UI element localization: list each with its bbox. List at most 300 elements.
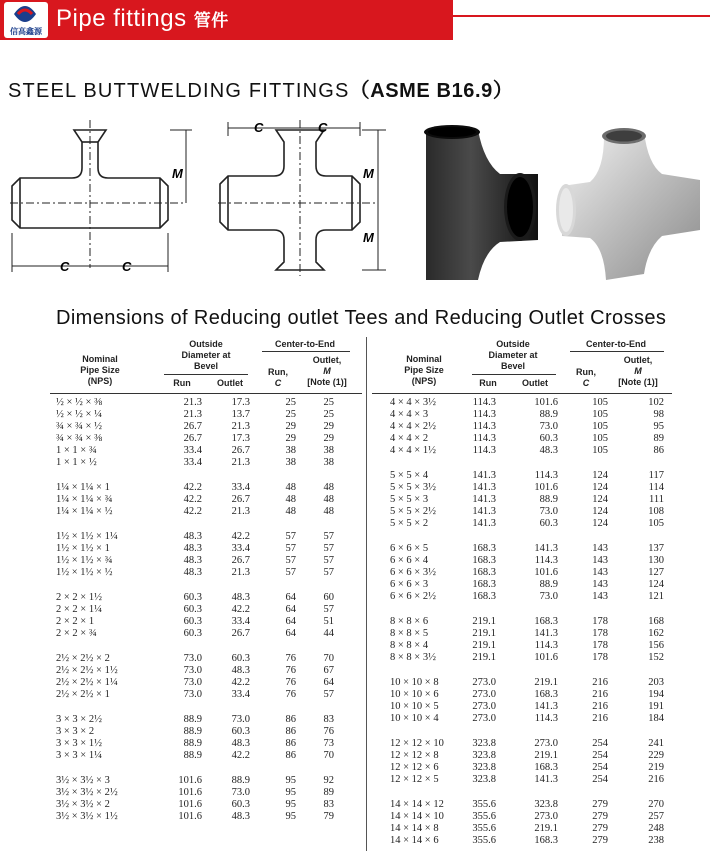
cell-od-run: 101.6 (178, 799, 202, 810)
page-title-en: Pipe fittings (56, 5, 187, 32)
cell-od-run: 60.3 (183, 604, 202, 615)
table-row (50, 457, 362, 469)
header-outlet-m-line2: M (323, 366, 331, 376)
cell-od-outlet: 73.0 (231, 787, 250, 798)
cell-od-outlet: 60.3 (231, 726, 250, 737)
cell-od-run: 355.6 (472, 835, 496, 846)
cell-od-outlet: 42.2 (231, 750, 250, 761)
cell-cte-outlet: 57 (323, 555, 334, 566)
cell-nps: 4 × 4 × 3½ (390, 397, 436, 408)
cell-od-run: 26.7 (183, 421, 202, 432)
table-row (372, 835, 672, 847)
header-nps-r (376, 354, 472, 387)
cell-cte-outlet: 152 (648, 652, 664, 663)
cell-cte-run: 143 (592, 555, 608, 566)
cell-od-outlet: 141.3 (534, 774, 558, 785)
cell-cte-outlet: 73 (323, 738, 334, 749)
cell-cte-run: 143 (592, 579, 608, 590)
cell-od-run: 219.1 (472, 616, 496, 627)
cell-od-run: 141.3 (472, 506, 496, 517)
table-divider (366, 337, 367, 851)
cell-cte-run: 105 (592, 433, 608, 444)
cell-od-run: 60.3 (183, 628, 202, 639)
table-row (50, 506, 362, 518)
cell-cte-run: 216 (592, 701, 608, 712)
cell-od-run: 73.0 (183, 653, 202, 664)
cell-cte-outlet: 83 (323, 799, 334, 810)
cell-cte-outlet: 57 (323, 689, 334, 700)
header-nps-line3: (NPS) (87, 376, 113, 386)
cell-cte-outlet: 137 (648, 543, 664, 554)
cell-od-run: 141.3 (472, 470, 496, 481)
tee-label-m: M (172, 166, 183, 181)
cell-cte-run: 279 (592, 835, 608, 846)
cell-od-run: 323.8 (472, 750, 496, 761)
table-title: Dimensions of Reducing outlet Tees and Reducing Outlet Crosses (56, 307, 667, 329)
cell-od-outlet: 273.0 (534, 811, 558, 822)
cell-cte-run: 86 (285, 726, 296, 737)
cell-nps: 3½ × 3½ × 1½ (56, 811, 118, 822)
table-row (372, 482, 672, 494)
cell-od-outlet: 141.3 (534, 543, 558, 554)
cell-nps: 5 × 5 × 4 (390, 470, 429, 481)
cell-cte-outlet: 114 (648, 482, 664, 493)
header-run-r: Run (479, 378, 497, 388)
cell-od-run: 33.4 (183, 457, 202, 468)
cell-cte-run: 57 (285, 555, 296, 566)
cell-od-run: 168.3 (472, 555, 496, 566)
cell-cte-run: 25 (285, 409, 296, 420)
cell-od-outlet: 114.3 (534, 555, 558, 566)
cell-cte-run: 95 (285, 799, 296, 810)
header-cte: Center-to-End (275, 339, 335, 349)
header-nps-line2: Pipe Size (80, 365, 120, 375)
cell-cte-run: 143 (592, 567, 608, 578)
cell-od-outlet: 168.3 (534, 616, 558, 627)
cell-cte-run: 48 (285, 506, 296, 517)
table-row (372, 799, 672, 811)
cell-nps: 2 × 2 × 1¼ (56, 604, 102, 615)
cell-cte-run: 105 (592, 397, 608, 408)
table-row (372, 762, 672, 774)
header-outlet-m (300, 355, 354, 388)
header-nps-r-line2: Pipe Size (404, 365, 444, 375)
cell-nps: 12 × 12 × 6 (390, 762, 439, 773)
table-row (50, 604, 362, 616)
cell-cte-run: 38 (285, 457, 296, 468)
cell-od-outlet: 73.0 (231, 714, 250, 725)
cell-cte-run: 38 (285, 445, 296, 456)
table-row (372, 652, 672, 664)
cell-od-run: 273.0 (472, 689, 496, 700)
table-row (50, 628, 362, 640)
cell-cte-outlet: 92 (323, 775, 334, 786)
header-od-line2: Diameter at (181, 350, 231, 360)
cell-cte-run: 254 (592, 762, 608, 773)
cell-cte-outlet: 76 (323, 726, 334, 737)
cell-od-outlet: 48.3 (231, 592, 250, 603)
table-row (50, 799, 362, 811)
cell-cte-run: 57 (285, 543, 296, 554)
cell-nps: 2 × 2 × ¾ (56, 628, 97, 639)
cell-nps: 1½ × 1½ × ¾ (56, 555, 113, 566)
header-nps (54, 354, 146, 387)
cell-od-outlet: 60.3 (539, 433, 558, 444)
table-row (372, 555, 672, 567)
cross-label-m1: M (363, 166, 374, 181)
table-row (50, 665, 362, 677)
table-row (372, 433, 672, 445)
cell-od-run: 60.3 (183, 592, 202, 603)
cell-od-outlet: 60.3 (231, 653, 250, 664)
cell-od-outlet: 141.3 (534, 628, 558, 639)
cell-cte-outlet: 111 (649, 494, 664, 505)
cell-nps: 10 × 10 × 8 (390, 677, 439, 688)
cell-nps: 8 × 8 × 5 (390, 628, 429, 639)
cell-od-run: 219.1 (472, 652, 496, 663)
table-row (50, 787, 362, 799)
table-row (372, 640, 672, 652)
table-row (50, 421, 362, 433)
tee-label-c1: C (60, 259, 70, 274)
header-od (162, 339, 250, 372)
cell-cte-outlet: 25 (323, 397, 334, 408)
cell-nps: 2½ × 2½ × 1½ (56, 665, 118, 676)
cell-nps: 12 × 12 × 8 (390, 750, 439, 761)
cell-cte-run: 279 (592, 823, 608, 834)
header-od-line1: Outside (189, 339, 223, 349)
header-od-r-line2: Diameter at (488, 350, 538, 360)
cell-od-outlet: 60.3 (539, 518, 558, 529)
cell-cte-outlet: 57 (323, 531, 334, 542)
cross-label-c1: C (254, 120, 264, 135)
cell-nps: 14 × 14 × 12 (390, 799, 444, 810)
cell-nps: 6 × 6 × 3 (390, 579, 429, 590)
cell-od-outlet: 42.2 (231, 604, 250, 615)
cell-cte-run: 29 (285, 433, 296, 444)
cell-cte-run: 216 (592, 677, 608, 688)
table-row (372, 567, 672, 579)
header-od-r (468, 339, 558, 372)
cell-od-run: 114.3 (472, 421, 496, 432)
cell-od-outlet: 48.3 (231, 811, 250, 822)
cell-od-run: 168.3 (472, 567, 496, 578)
cell-nps: 1½ × 1½ × ½ (56, 567, 113, 578)
cell-od-outlet: 33.4 (231, 482, 250, 493)
cell-od-outlet: 21.3 (231, 457, 250, 468)
cell-cte-outlet: 191 (648, 701, 664, 712)
cell-nps: 3 × 3 × 2 (56, 726, 95, 737)
cell-cte-run: 178 (592, 640, 608, 651)
cell-nps: 3 × 3 × 1½ (56, 738, 102, 749)
table-row (50, 738, 362, 750)
table-row (50, 397, 362, 409)
table-row (372, 750, 672, 762)
tee-drawing (10, 118, 200, 278)
table-row (50, 445, 362, 457)
table-row (372, 628, 672, 640)
header-cte-r-rule (570, 351, 664, 352)
cell-od-outlet: 101.6 (534, 482, 558, 493)
cell-od-run: 114.3 (472, 409, 496, 420)
header-outlet-m-r-line1: Outlet, (623, 355, 653, 365)
cell-od-outlet: 26.7 (231, 555, 250, 566)
cell-cte-outlet: 117 (648, 470, 664, 481)
cell-cte-outlet: 57 (323, 604, 334, 615)
cell-nps: 14 × 14 × 6 (390, 835, 439, 846)
cell-od-run: 114.3 (472, 445, 496, 456)
header-bottom-rule (50, 393, 362, 394)
header-outlet-m-r (608, 355, 668, 388)
table-row (372, 701, 672, 713)
cell-od-run: 101.6 (178, 787, 202, 798)
cell-cte-outlet: 38 (323, 457, 334, 468)
cell-cte-outlet: 121 (648, 591, 664, 602)
header-nps-line1: Nominal (82, 354, 118, 364)
cell-od-run: 42.2 (183, 494, 202, 505)
cell-nps: 5 × 5 × 3½ (390, 482, 436, 493)
cell-nps: 3 × 3 × 2½ (56, 714, 102, 725)
cell-nps: 10 × 10 × 5 (390, 701, 439, 712)
header-run-c-r (566, 367, 606, 389)
cell-cte-outlet: 57 (323, 543, 334, 554)
cell-cte-outlet: 89 (653, 433, 664, 444)
logo-text: 信高鑫源 (10, 27, 42, 36)
cell-od-outlet: 114.3 (534, 713, 558, 724)
table-row (50, 811, 362, 823)
cell-cte-outlet: 257 (648, 811, 664, 822)
cell-cte-outlet: 60 (323, 592, 334, 603)
cell-od-run: 42.2 (183, 482, 202, 493)
cell-od-outlet: 48.3 (231, 665, 250, 676)
section-title (8, 74, 514, 103)
cell-cte-run: 105 (592, 409, 608, 420)
cell-od-outlet: 48.3 (539, 445, 558, 456)
page-title (56, 5, 229, 33)
table-row (372, 677, 672, 689)
cell-nps: 14 × 14 × 10 (390, 811, 444, 822)
cell-od-run: 114.3 (472, 433, 496, 444)
cell-nps: 8 × 8 × 3½ (390, 652, 436, 663)
cell-od-run: 141.3 (472, 494, 496, 505)
cell-od-outlet: 26.7 (231, 628, 250, 639)
table-row (50, 714, 362, 726)
cell-od-run: 355.6 (472, 811, 496, 822)
cell-cte-outlet: 105 (648, 518, 664, 529)
table-row (50, 616, 362, 628)
table-row (50, 482, 362, 494)
cell-cte-run: 76 (285, 665, 296, 676)
cell-nps: ½ × ½ × ¼ (56, 409, 102, 420)
tee-label-c2: C (122, 259, 132, 274)
table-row (50, 567, 362, 579)
table-row (372, 811, 672, 823)
cell-cte-run: 29 (285, 421, 296, 432)
cell-nps: 2 × 2 × 1½ (56, 592, 102, 603)
cell-cte-run: 95 (285, 775, 296, 786)
cell-od-run: 101.6 (178, 811, 202, 822)
cell-od-outlet: 168.3 (534, 835, 558, 846)
cell-od-run: 168.3 (472, 543, 496, 554)
cell-od-outlet: 219.1 (534, 823, 558, 834)
cell-od-outlet: 88.9 (539, 579, 558, 590)
cell-cte-outlet: 162 (648, 628, 664, 639)
cell-cte-run: 95 (285, 811, 296, 822)
header-cte-rule (262, 351, 350, 352)
table-row (50, 409, 362, 421)
cell-od-run: 33.4 (183, 445, 202, 456)
cell-cte-outlet: 67 (323, 665, 334, 676)
cell-od-run: 73.0 (183, 665, 202, 676)
cell-od-run: 168.3 (472, 591, 496, 602)
cell-cte-outlet: 102 (648, 397, 664, 408)
cell-od-outlet: 168.3 (534, 689, 558, 700)
cell-od-run: 48.3 (183, 543, 202, 554)
header-bottom-rule-r (372, 393, 672, 394)
table-row (372, 518, 672, 530)
cell-cte-outlet: 238 (648, 835, 664, 846)
cell-cte-outlet: 89 (323, 787, 334, 798)
cell-cte-run: 64 (285, 628, 296, 639)
table-row (372, 689, 672, 701)
cell-cte-outlet: 38 (323, 445, 334, 456)
cell-nps: ¾ × ¾ × ⅜ (56, 433, 102, 444)
cell-od-run: 48.3 (183, 555, 202, 566)
table-row (50, 653, 362, 665)
cell-cte-run: 57 (285, 531, 296, 542)
cell-od-run: 168.3 (472, 579, 496, 590)
cell-cte-run: 86 (285, 714, 296, 725)
cell-cte-run: 178 (592, 652, 608, 663)
table-row (372, 397, 672, 409)
cell-cte-outlet: 70 (323, 750, 334, 761)
cell-od-run: 42.2 (183, 506, 202, 517)
cell-cte-outlet: 79 (323, 811, 334, 822)
header-run-c-r-line2: C (582, 378, 590, 388)
cell-cte-run: 76 (285, 689, 296, 700)
cell-od-outlet: 101.6 (534, 567, 558, 578)
cell-od-outlet: 42.2 (231, 677, 250, 688)
cell-cte-run: 254 (592, 774, 608, 785)
cell-od-outlet: 73.0 (539, 591, 558, 602)
section-spec: （ASME B16.9） (349, 80, 514, 102)
table-row (372, 713, 672, 725)
cell-od-outlet: 73.0 (539, 506, 558, 517)
cell-od-outlet: 21.3 (231, 421, 250, 432)
cell-od-run: 21.3 (183, 409, 202, 420)
cell-cte-run: 254 (592, 738, 608, 749)
cell-cte-run: 48 (285, 482, 296, 493)
cross-label-m2: M (363, 230, 374, 245)
table-row (50, 689, 362, 701)
cell-od-run: 48.3 (183, 531, 202, 542)
cell-nps: 14 × 14 × 8 (390, 823, 439, 834)
header-run: Run (173, 378, 191, 388)
cell-od-run: 88.9 (183, 714, 202, 725)
cell-cte-run: 76 (285, 653, 296, 664)
cell-cte-outlet: 124 (648, 579, 664, 590)
cell-nps: 5 × 5 × 3 (390, 494, 429, 505)
cell-nps: 6 × 6 × 3½ (390, 567, 436, 578)
table-row (372, 445, 672, 457)
cross-drawing (218, 118, 393, 278)
cell-cte-outlet: 203 (648, 677, 664, 688)
cell-cte-run: 64 (285, 616, 296, 627)
cell-cte-run: 124 (592, 506, 608, 517)
cell-od-run: 101.6 (178, 775, 202, 786)
cell-nps: 1½ × 1½ × 1 (56, 543, 110, 554)
cell-cte-outlet: 270 (648, 799, 664, 810)
cell-nps: 3½ × 3½ × 2½ (56, 787, 118, 798)
cell-od-run: 73.0 (183, 677, 202, 688)
cell-nps: 6 × 6 × 4 (390, 555, 429, 566)
table-row (372, 409, 672, 421)
cell-cte-outlet: 229 (648, 750, 664, 761)
cell-cte-outlet: 57 (323, 567, 334, 578)
cell-cte-run: 178 (592, 628, 608, 639)
cell-od-outlet: 101.6 (534, 652, 558, 663)
cell-cte-outlet: 248 (648, 823, 664, 834)
cell-nps: ½ × ½ × ⅜ (56, 397, 102, 408)
cell-nps: 4 × 4 × 3 (390, 409, 429, 420)
cell-od-run: 219.1 (472, 628, 496, 639)
cell-cte-outlet: 216 (648, 774, 664, 785)
cell-nps: 6 × 6 × 5 (390, 543, 429, 554)
cell-od-outlet: 323.8 (534, 799, 558, 810)
cell-od-outlet: 48.3 (231, 738, 250, 749)
cell-cte-outlet: 95 (653, 421, 664, 432)
cell-nps: 10 × 10 × 4 (390, 713, 439, 724)
table-row (372, 494, 672, 506)
cell-cte-run: 64 (285, 604, 296, 615)
cell-cte-run: 124 (592, 470, 608, 481)
cell-od-run: 48.3 (183, 567, 202, 578)
header-run-c (258, 367, 298, 389)
cell-nps: 4 × 4 × 2 (390, 433, 429, 444)
cell-od-outlet: 26.7 (231, 445, 250, 456)
cell-cte-run: 216 (592, 713, 608, 724)
header-od-rule (164, 374, 248, 375)
logo-mark-icon (12, 4, 38, 24)
cell-cte-outlet: 29 (323, 433, 334, 444)
cell-nps: 3½ × 3½ × 3 (56, 775, 110, 786)
cell-cte-outlet: 86 (653, 445, 664, 456)
cell-od-outlet: 17.3 (231, 397, 250, 408)
cell-od-run: 88.9 (183, 750, 202, 761)
header-outlet-m-line3: [Note (1)] (307, 377, 347, 387)
cell-cte-outlet: 127 (648, 567, 664, 578)
cell-od-run: 88.9 (183, 738, 202, 749)
cell-od-run: 88.9 (183, 726, 202, 737)
cell-od-outlet: 21.3 (231, 506, 250, 517)
company-logo (4, 2, 48, 38)
page-title-cn: 管件 (193, 11, 229, 30)
header-od-line3: Bevel (193, 361, 219, 371)
section-title-text: STEEL BUTTWELDING FITTINGS (8, 80, 350, 102)
cell-nps: ¾ × ¾ × ½ (56, 421, 102, 432)
header-nps-r-line1: Nominal (406, 354, 442, 364)
cell-nps: 8 × 8 × 6 (390, 616, 429, 627)
cell-cte-run: 178 (592, 616, 608, 627)
cell-od-outlet: 33.4 (231, 543, 250, 554)
table-row (372, 506, 672, 518)
header-outlet: Outlet (217, 378, 243, 388)
table-row (50, 592, 362, 604)
cell-nps: 2½ × 2½ × 2 (56, 653, 110, 664)
cell-cte-outlet: 98 (653, 409, 664, 420)
cell-cte-outlet: 194 (648, 689, 664, 700)
cell-nps: 1½ × 1½ × 1¼ (56, 531, 118, 542)
